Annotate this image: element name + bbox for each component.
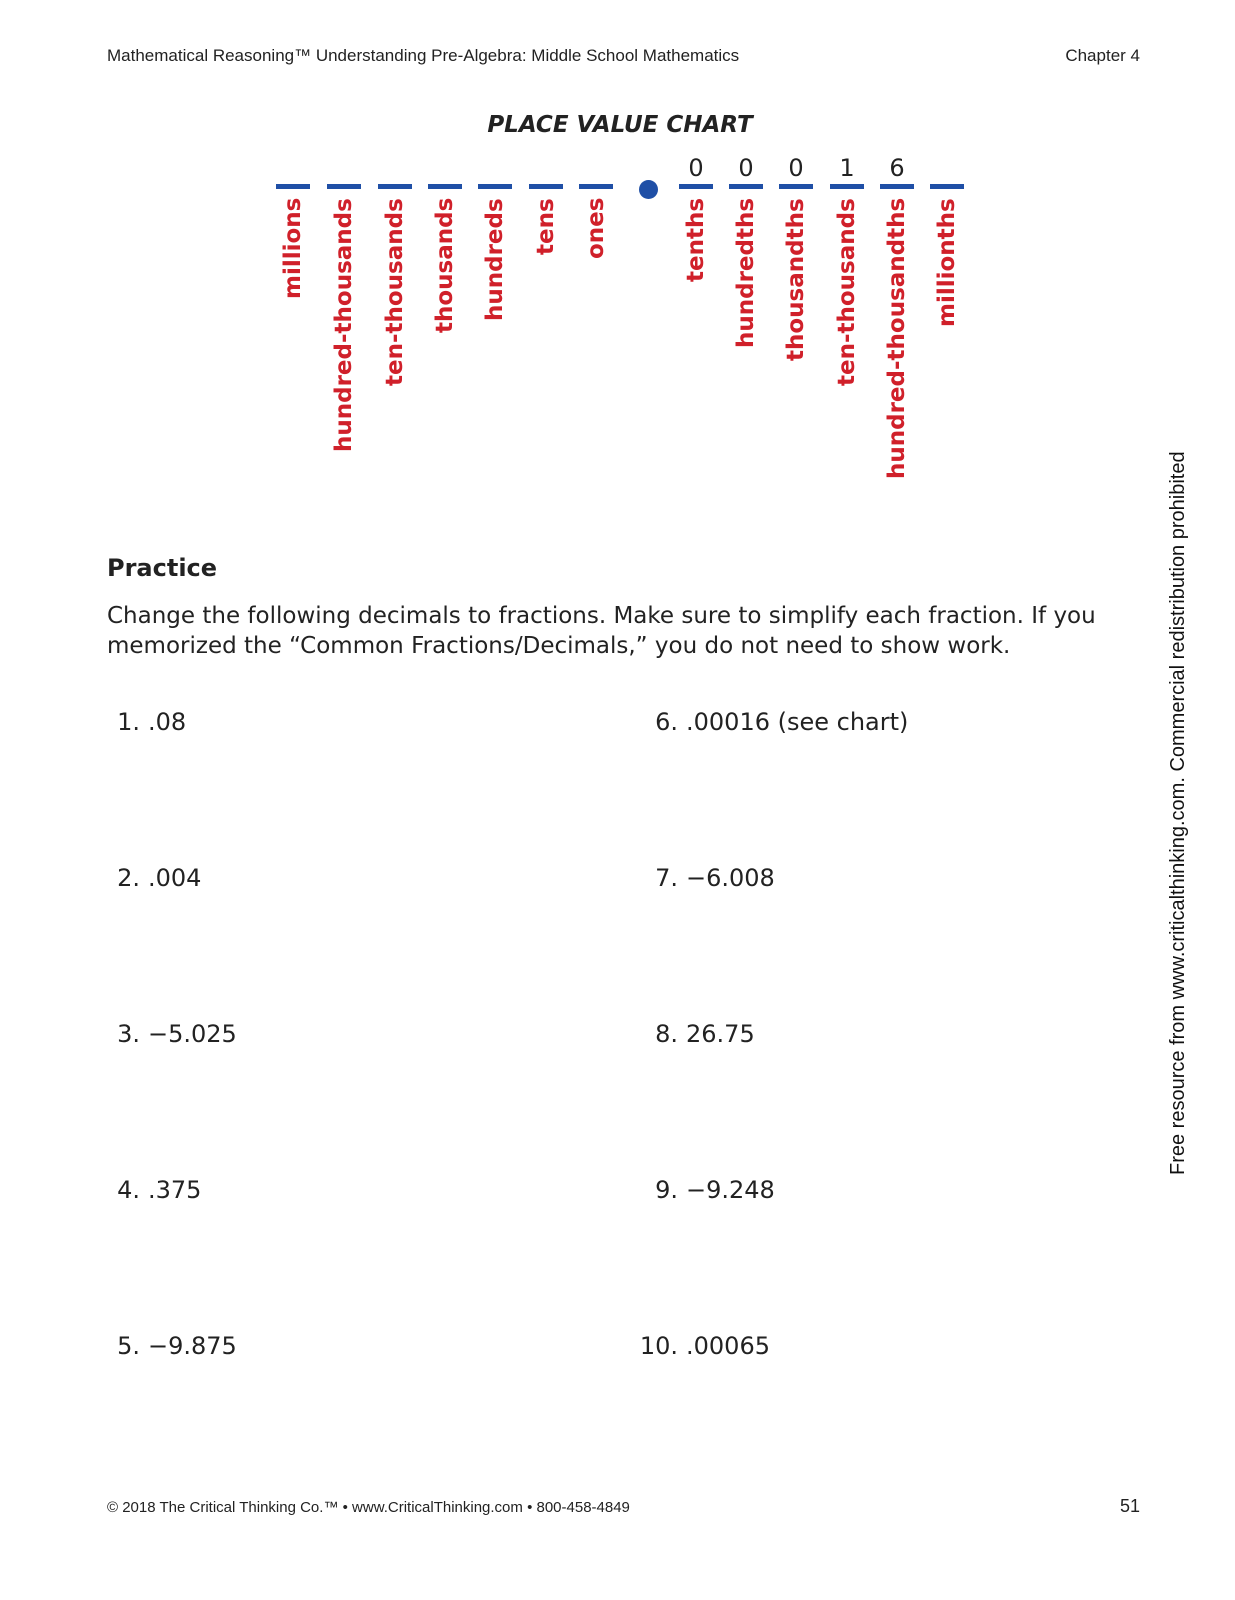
label-thousandths: thousandths xyxy=(783,198,809,361)
problem-number: 8. xyxy=(655,1020,678,1048)
problem-number: 7. xyxy=(655,864,678,892)
slot-hundreds xyxy=(478,184,512,189)
label-millions: millions xyxy=(280,198,306,300)
page-number: 51 xyxy=(1119,1496,1140,1516)
running-header-title: Mathematical Reasoning™ Understanding Pre-Algebra: Middle School Mathematics xyxy=(107,46,740,65)
label-tens: tens xyxy=(533,198,559,255)
practice-instructions: Change the following decimals to fractions. Make sure to simplify each fraction. If you memorized the “Common Fractions/Decimals,” you do not need to show work. xyxy=(107,603,1096,659)
slot-ten-thousandths xyxy=(830,184,864,189)
slot-tens xyxy=(529,184,563,189)
redistribution-notice: Free resource from www.criticalthinking.com. Commercial redistribution prohibited xyxy=(1167,451,1189,1175)
slot-hundred-thousandths xyxy=(880,184,914,189)
problem-number: 3. xyxy=(117,1020,140,1048)
label-hundred-thousandths: hundred-thousandths xyxy=(884,198,910,480)
problem-number: 6. xyxy=(655,708,678,736)
slot-tenths xyxy=(679,184,713,189)
digit-thousandths: 0 xyxy=(788,154,804,182)
digit-hundred-thousandths: 6 xyxy=(889,154,905,182)
problem-value: 26.75 xyxy=(686,1020,755,1048)
problem-value: .004 xyxy=(148,864,202,892)
digit-tenths: 0 xyxy=(688,154,704,182)
practice-heading: Practice xyxy=(107,554,218,582)
slot-millions xyxy=(276,184,310,189)
problem-value: −6.008 xyxy=(686,864,775,892)
decimal-point xyxy=(639,180,658,199)
problem-number: 2. xyxy=(117,864,140,892)
label-ten-thousands: ten-thousands xyxy=(382,198,408,386)
label-hundred-thousands: hundred-thousands xyxy=(331,198,357,452)
problem-number: 9. xyxy=(655,1176,678,1204)
problem-number: 4. xyxy=(117,1176,140,1204)
label-hundredths: hundredths xyxy=(733,198,759,349)
problem-value: −9.248 xyxy=(686,1176,775,1204)
digit-ten-thousandths: 1 xyxy=(839,154,855,182)
slot-hundredths xyxy=(729,184,763,189)
problem-value: .375 xyxy=(148,1176,202,1204)
running-header-chapter: Chapter 4 xyxy=(1065,46,1140,65)
problem-value: −9.875 xyxy=(148,1332,237,1360)
chart-title: PLACE VALUE CHART xyxy=(487,112,753,138)
slot-thousands xyxy=(428,184,462,189)
slot-hundred-thousands xyxy=(327,184,361,189)
problem-number: 5. xyxy=(117,1332,140,1360)
problem-number: 10. xyxy=(639,1332,678,1360)
slot-thousandths xyxy=(779,184,813,189)
label-millionths: millionths xyxy=(934,198,960,327)
label-tenths: tenths xyxy=(683,198,709,283)
problem-value: −5.025 xyxy=(148,1020,237,1048)
slot-ten-thousands xyxy=(378,184,412,189)
label-hundreds: hundreds xyxy=(482,198,508,321)
slot-ones xyxy=(579,184,613,189)
label-ones: ones xyxy=(583,198,609,260)
problem-value: .00065 xyxy=(686,1332,770,1360)
footer-copyright: © 2018 The Critical Thinking Co.™ • www.CriticalThinking.com • 800-458-4849 xyxy=(107,1499,630,1516)
problem-number: 1. xyxy=(117,708,140,736)
slot-millionths xyxy=(930,184,964,189)
label-ten-thousandths: ten-thousands xyxy=(834,198,860,386)
problem-value: .08 xyxy=(148,708,187,736)
problem-value: .00016 (see chart) xyxy=(686,708,909,736)
digit-hundredths: 0 xyxy=(738,154,754,182)
label-thousands: thousands xyxy=(432,198,458,334)
